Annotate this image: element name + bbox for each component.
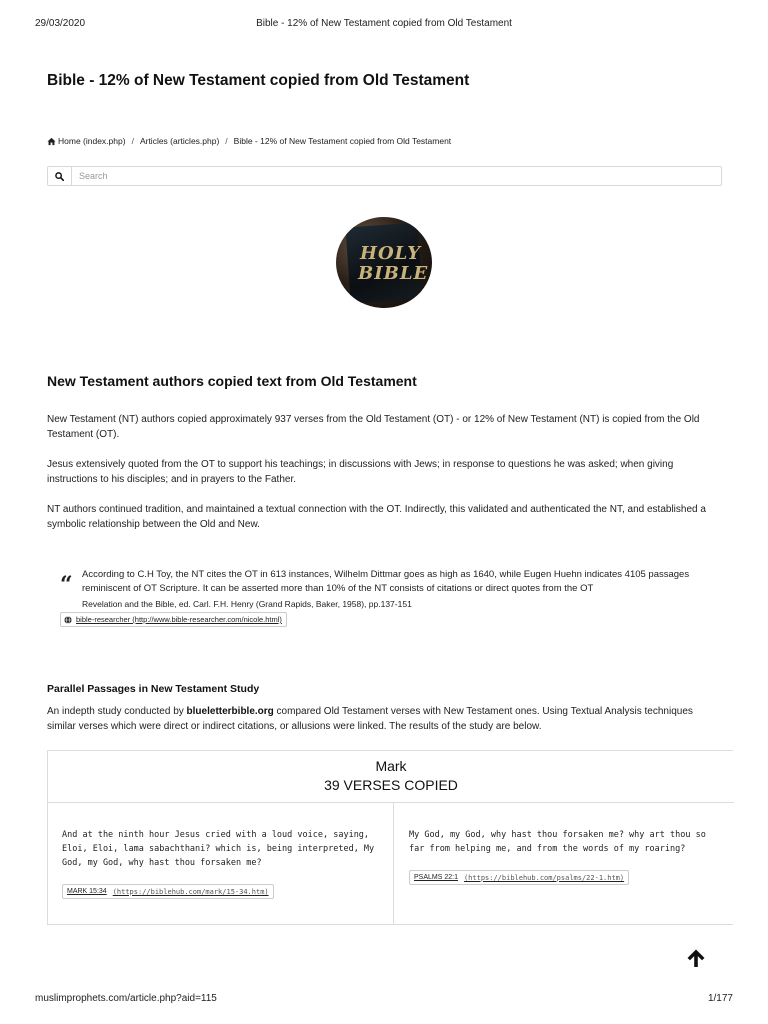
nt-verse-reference[interactable]	[62, 884, 274, 899]
paragraph: NT authors continued tradition, and maintained a textual connection with the OT. Indirectly, this validated and authenticated the NT, and established a symbolic relationship between the Old and New.	[47, 504, 706, 530]
bible-cover-text-bible: BIBLE	[358, 263, 429, 284]
nt-verse-ref-url: (https://biblehub.com/mark/15-34.htm)	[112, 887, 269, 896]
quote-icon: “	[60, 572, 73, 598]
blueletterbible-link[interactable]: blueletterbible.org	[186, 706, 274, 717]
footer-page-number: 1/177	[707, 993, 733, 1004]
paragraph: Jesus extensively quoted from the OT to support his teachings; in discussions with Jews; in response to questions he was asked; when giving instructions to his disciples; and in prayers to the Father.	[47, 459, 674, 485]
card-divider	[393, 803, 394, 925]
breadcrumb-articles-link[interactable]: Articles (articles.php)	[139, 136, 220, 146]
study-text-before: An indepth study conducted by	[47, 706, 187, 717]
footer-url: muslimprophets.com/article.php?aid=115	[35, 993, 217, 1004]
holy-bible-image	[336, 217, 432, 308]
print-header-title: Bible - 12% of New Testament copied from Old Testament	[256, 18, 512, 29]
study-text-after: compared Old Testament verses with New Testament ones. Using Textual Analysis techniques similar verses which were direct or indirect citations, or allusions were linked. The results of the study are below.	[47, 706, 693, 732]
card-verse-count: 39 VERSES COPIED	[324, 777, 458, 793]
breadcrumb-separator: /	[131, 136, 134, 146]
search-bar	[47, 166, 722, 186]
section-title: New Testament authors copied text from Old Testament	[47, 373, 417, 389]
card-header	[48, 751, 734, 803]
print-date: 29/03/2020	[35, 18, 86, 29]
ot-verse-text: My God, my God, why hast thou forsaken me? why art thou so far from helping me, and from the words of my roaring?	[409, 830, 706, 854]
study-title: Parallel Passages in New Testament Study	[47, 683, 260, 695]
breadcrumb-current: Bible - 12% of New Testament copied from Old Testament	[233, 136, 452, 146]
blockquote-text: According to C.H Toy, the NT cites the OT in 613 instances, Wilhelm Dittmar goes as high as 1640, while Eugen Huehn indicates 4105 passages reminiscent of OT Scripture. It can be asserted more than 10% of the NT consists of citations or direct quotes from the OT	[82, 569, 690, 594]
breadcrumb	[47, 136, 451, 146]
home-icon	[47, 137, 56, 146]
bible-cover-text-holy: HOLY	[360, 243, 422, 264]
parallel-passage-card	[47, 750, 733, 925]
ot-verse-ref-label: PSALMS 22:1	[414, 874, 458, 881]
globe-icon	[64, 616, 72, 624]
breadcrumb-home-link[interactable]: Home (index.php)	[58, 136, 126, 146]
scroll-to-top-icon[interactable]	[685, 947, 707, 969]
page-title: Bible - 12% of New Testament copied from Old Testament	[47, 72, 470, 89]
nt-verse-ref-label: MARK 15:34	[67, 888, 107, 895]
study-description	[47, 704, 717, 734]
search-icon	[55, 172, 64, 181]
ot-verse-ref-url: (https://biblehub.com/psalms/22-1.htm)	[463, 873, 625, 882]
blockquote-citation: Revelation and the Bible, ed. Carl. F.H. Henry (Grand Rapids, Baker, 1958), pp.137-151	[82, 599, 412, 609]
search-button[interactable]	[48, 167, 72, 185]
paragraph: New Testament (NT) authors copied approximately 937 verses from the Old Testament (OT) - or 12% of New Testament (NT) is copied from the Old Testament (OT).	[47, 414, 700, 440]
source-link[interactable]	[60, 612, 287, 627]
source-link-text: bible-researcher (http://www.bible-researcher.com/nicole.html)	[76, 615, 282, 624]
ot-verse-reference[interactable]	[409, 870, 629, 885]
breadcrumb-separator: /	[225, 136, 228, 146]
card-book-name: Mark	[375, 758, 407, 774]
search-input[interactable]	[72, 167, 721, 185]
nt-verse-text: And at the ninth hour Jesus cried with a loud voice, saying, Eloi, Eloi, lama sabachthani? which is, being interpreted, My God, my God, why hast thou forsaken me?	[62, 830, 375, 868]
